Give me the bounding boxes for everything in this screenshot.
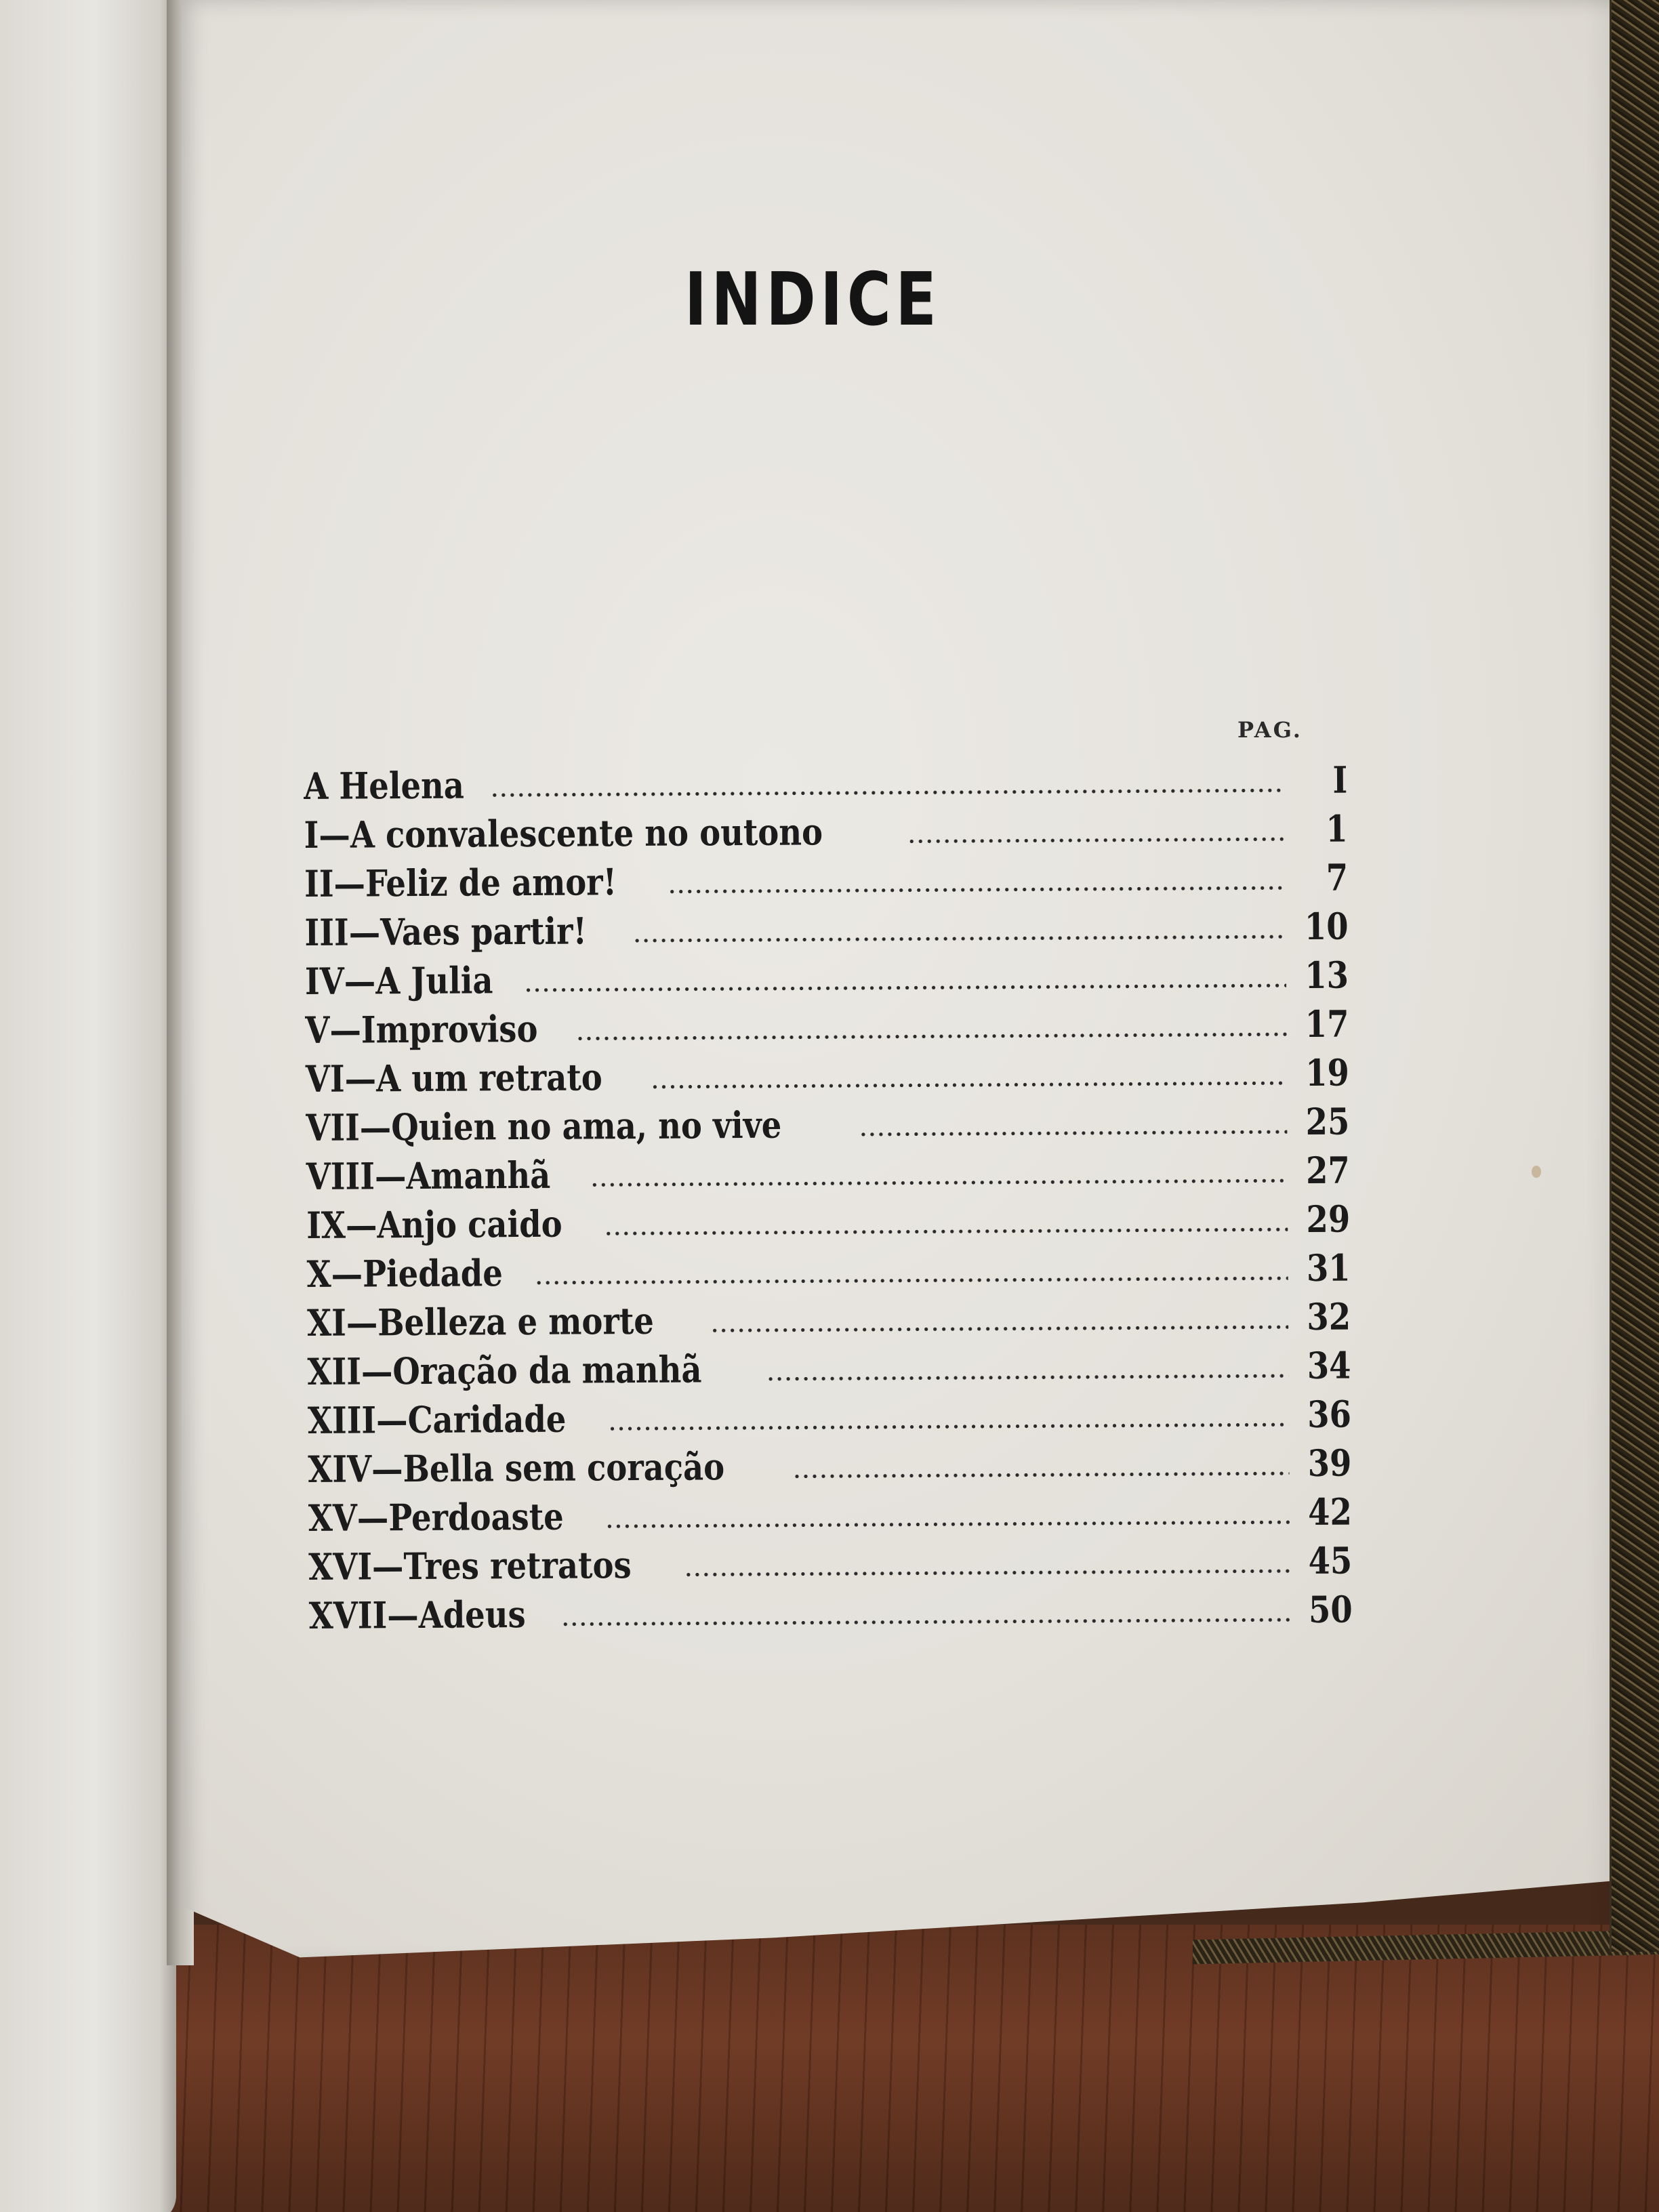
toc-entry-label: XII—Oração da manhã <box>307 1347 702 1393</box>
toc-entry-label: IV—A Julia <box>304 958 493 1003</box>
toc-entry <box>306 1241 1350 1296</box>
toc-entry-page: 7 <box>1326 855 1349 899</box>
toc-entry-page: 34 <box>1307 1343 1351 1387</box>
toc-entry <box>304 851 1348 905</box>
toc-entry-label: XVI—Tres retratos <box>308 1543 632 1589</box>
toc-entry-page: 42 <box>1307 1490 1353 1534</box>
toc-entry-page: 32 <box>1307 1294 1351 1338</box>
dot-leader <box>604 1227 1288 1235</box>
toc-entry-page: 31 <box>1306 1246 1351 1290</box>
toc-entry-label: XVII—Adeus <box>308 1593 526 1637</box>
toc-entry <box>304 753 1347 808</box>
toc-entry-label: XIII—Caridade <box>307 1397 567 1442</box>
dot-leader <box>907 837 1286 843</box>
dot-leader <box>859 1130 1288 1136</box>
toc-entry <box>305 948 1349 1003</box>
toc-entry <box>304 899 1348 954</box>
toc-entry-label: XI—Belleza e morte <box>306 1298 655 1345</box>
toc-entry-label: XIV—Bella sem coração <box>308 1445 725 1491</box>
toc-entry-page: 1 <box>1326 806 1348 851</box>
toc-entry <box>308 1582 1352 1637</box>
dot-leader <box>590 1179 1288 1187</box>
dot-leader <box>792 1471 1289 1478</box>
dot-leader <box>491 788 1286 797</box>
dot-leader <box>633 935 1286 943</box>
toc-entry-label: IX—Anjo caido <box>306 1202 562 1247</box>
toc-entry <box>306 1143 1350 1198</box>
dot-leader <box>524 983 1286 992</box>
toc-entry-label: III—Vaes partir! <box>304 909 588 954</box>
toc-entry <box>307 1338 1351 1393</box>
toc-entry <box>307 1290 1351 1345</box>
toc-entry-label: A Helena <box>304 763 465 808</box>
dot-leader <box>575 1032 1286 1040</box>
toc-entry-page: 13 <box>1305 953 1349 997</box>
toc-entry <box>306 1046 1349 1101</box>
toc-entry-label: VII—Quien no ama, no vive <box>306 1103 782 1149</box>
toc-entry <box>304 802 1347 857</box>
toc-entry <box>306 1192 1350 1247</box>
dot-leader <box>684 1569 1290 1576</box>
toc-entry-label: V—Improviso <box>305 1006 538 1052</box>
book-cover-edge <box>1610 0 1659 1952</box>
toc-entry-page: 39 <box>1307 1441 1352 1485</box>
toc-entry <box>308 1436 1351 1491</box>
paper-stain <box>1532 1166 1541 1178</box>
toc-entry-label: XV—Perdoaste <box>308 1494 564 1540</box>
index-title: INDICE <box>684 258 941 342</box>
toc-entry-page: 25 <box>1305 1099 1350 1143</box>
toc-entry-page: 19 <box>1305 1050 1350 1094</box>
dot-leader <box>609 1422 1290 1431</box>
toc-entry-page: I <box>1332 758 1348 802</box>
toc-entry-page: 29 <box>1306 1197 1351 1241</box>
dot-leader <box>710 1325 1288 1332</box>
toc-entry <box>308 1387 1351 1442</box>
toc-entry-label: X—Piedade <box>306 1251 503 1296</box>
dot-leader <box>766 1374 1288 1381</box>
toc-entry-label: VIII—Amanhã <box>306 1153 551 1198</box>
toc-entry <box>308 1534 1352 1589</box>
toc-entry <box>306 1094 1349 1149</box>
toc-entry-page: 10 <box>1304 904 1349 948</box>
toc-entry-label: II—Feliz de amor! <box>304 860 617 905</box>
toc-entry-page: 45 <box>1308 1538 1353 1582</box>
toc-entry-label: VI—A um retrato <box>305 1055 602 1101</box>
page-column-label: PAG. <box>1237 717 1303 743</box>
toc-entry-label: I—A convalescente no outono <box>304 810 823 857</box>
toc-entry <box>308 1485 1352 1540</box>
toc-entry-page: 36 <box>1307 1392 1352 1436</box>
toc-entry-page: 27 <box>1305 1148 1350 1192</box>
table-of-contents <box>304 753 1353 1637</box>
dot-leader <box>605 1520 1290 1528</box>
toc-entry-page: 17 <box>1305 1002 1349 1046</box>
dot-leader <box>668 886 1286 894</box>
toc-entry <box>305 997 1349 1052</box>
dot-leader <box>651 1081 1287 1089</box>
wooden-table <box>0 1925 1659 2212</box>
toc-entry-page: 50 <box>1308 1587 1353 1631</box>
left-page <box>0 0 176 2212</box>
dot-leader <box>535 1276 1288 1285</box>
dot-leader <box>561 1618 1290 1626</box>
